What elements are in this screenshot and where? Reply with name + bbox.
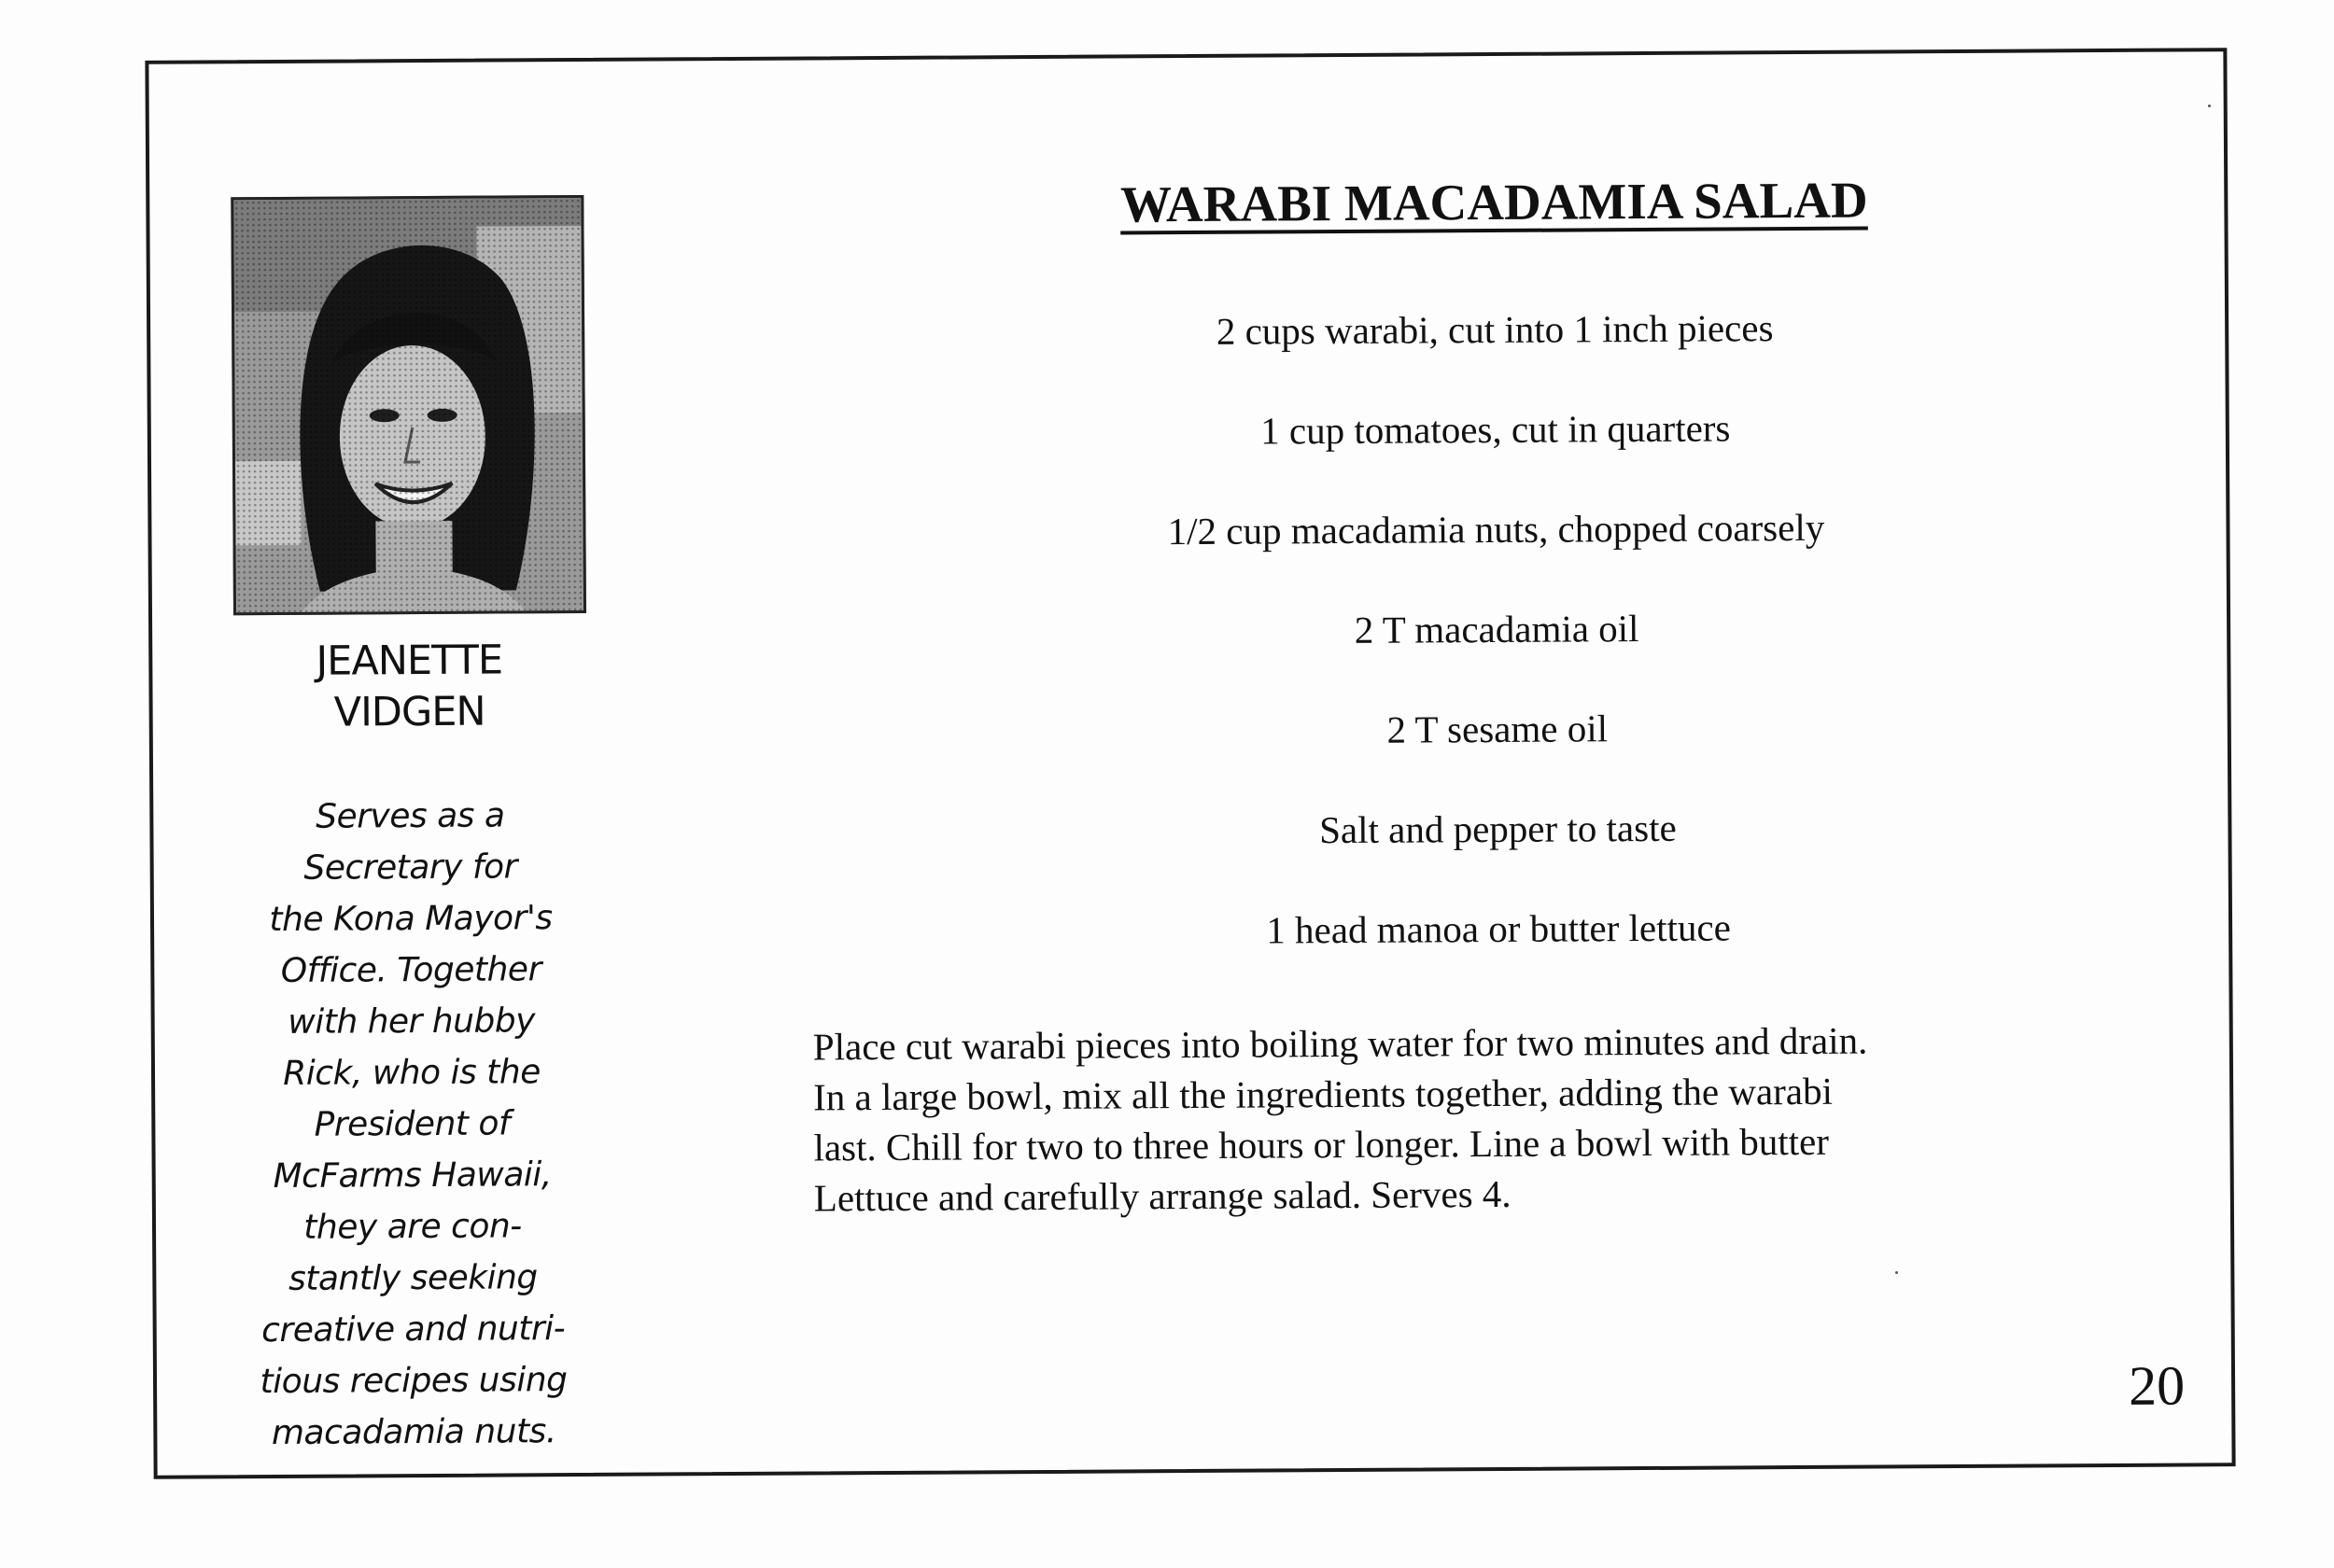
contributor-name: [208, 635, 611, 740]
bio-line: macadamia nuts.: [271, 1412, 556, 1453]
page-border: [145, 48, 2235, 1479]
bio-line: Office. Together: [280, 950, 541, 990]
bio-line: stantly seeking: [288, 1258, 538, 1298]
direction-line: Place cut warabi pieces into boiling water for two minutes and drain.: [812, 1018, 1868, 1069]
bio-line: tious recipes using: [260, 1361, 568, 1402]
ingredient-item: 1/2 cup macadamia nuts, chopped coarsely: [1167, 505, 1825, 553]
ingredient-list: [1028, 299, 1966, 1003]
bio-line: they are con-: [303, 1207, 522, 1247]
bio-line: Rick, who is the: [283, 1053, 541, 1093]
bio-line: Serves as a: [316, 796, 505, 836]
ingredient-item: 2 T macadamia oil: [1354, 607, 1639, 651]
bio-line: President of: [314, 1104, 511, 1144]
recipe-title: WARABI MACADAMIA SALAD: [1119, 171, 1868, 233]
page-number: 20: [2128, 1354, 2186, 1417]
name-line: JEANETTE: [316, 637, 503, 685]
ingredient-item: 1 head manoa or butter lettuce: [1266, 905, 1731, 952]
bio-line: Secretary for: [303, 847, 518, 888]
bio-line: with her hubby: [288, 1001, 536, 1042]
recipe-directions: [813, 1014, 2074, 1223]
ingredient-item: 2 cups warabi, cut into 1 inch pieces: [1216, 306, 1774, 353]
name-line: VIDGEN: [333, 688, 485, 736]
bio-line: the Kona Mayor's: [269, 899, 553, 940]
ingredient-item: 2 T sesame oil: [1386, 707, 1609, 751]
ingredient-item: 1 cup tomatoes, cut in quarters: [1260, 406, 1731, 453]
bio-line: creative and nutri-: [261, 1309, 566, 1351]
direction-line: Lettuce and carefully arrange salad. Serves 4.: [813, 1171, 1511, 1220]
ingredient-item: Salt and pepper to taste: [1319, 805, 1677, 852]
contributor-bio: [204, 790, 619, 1460]
direction-line: last. Chill for two to three hours or longer. Line a bowl with butter: [813, 1119, 1830, 1169]
bio-line: McFarms Hawaii,: [273, 1155, 552, 1197]
portrait-photo: [231, 195, 586, 615]
direction-line: In a large bowl, mix all the ingredients together, adding the warabi: [813, 1069, 1834, 1119]
